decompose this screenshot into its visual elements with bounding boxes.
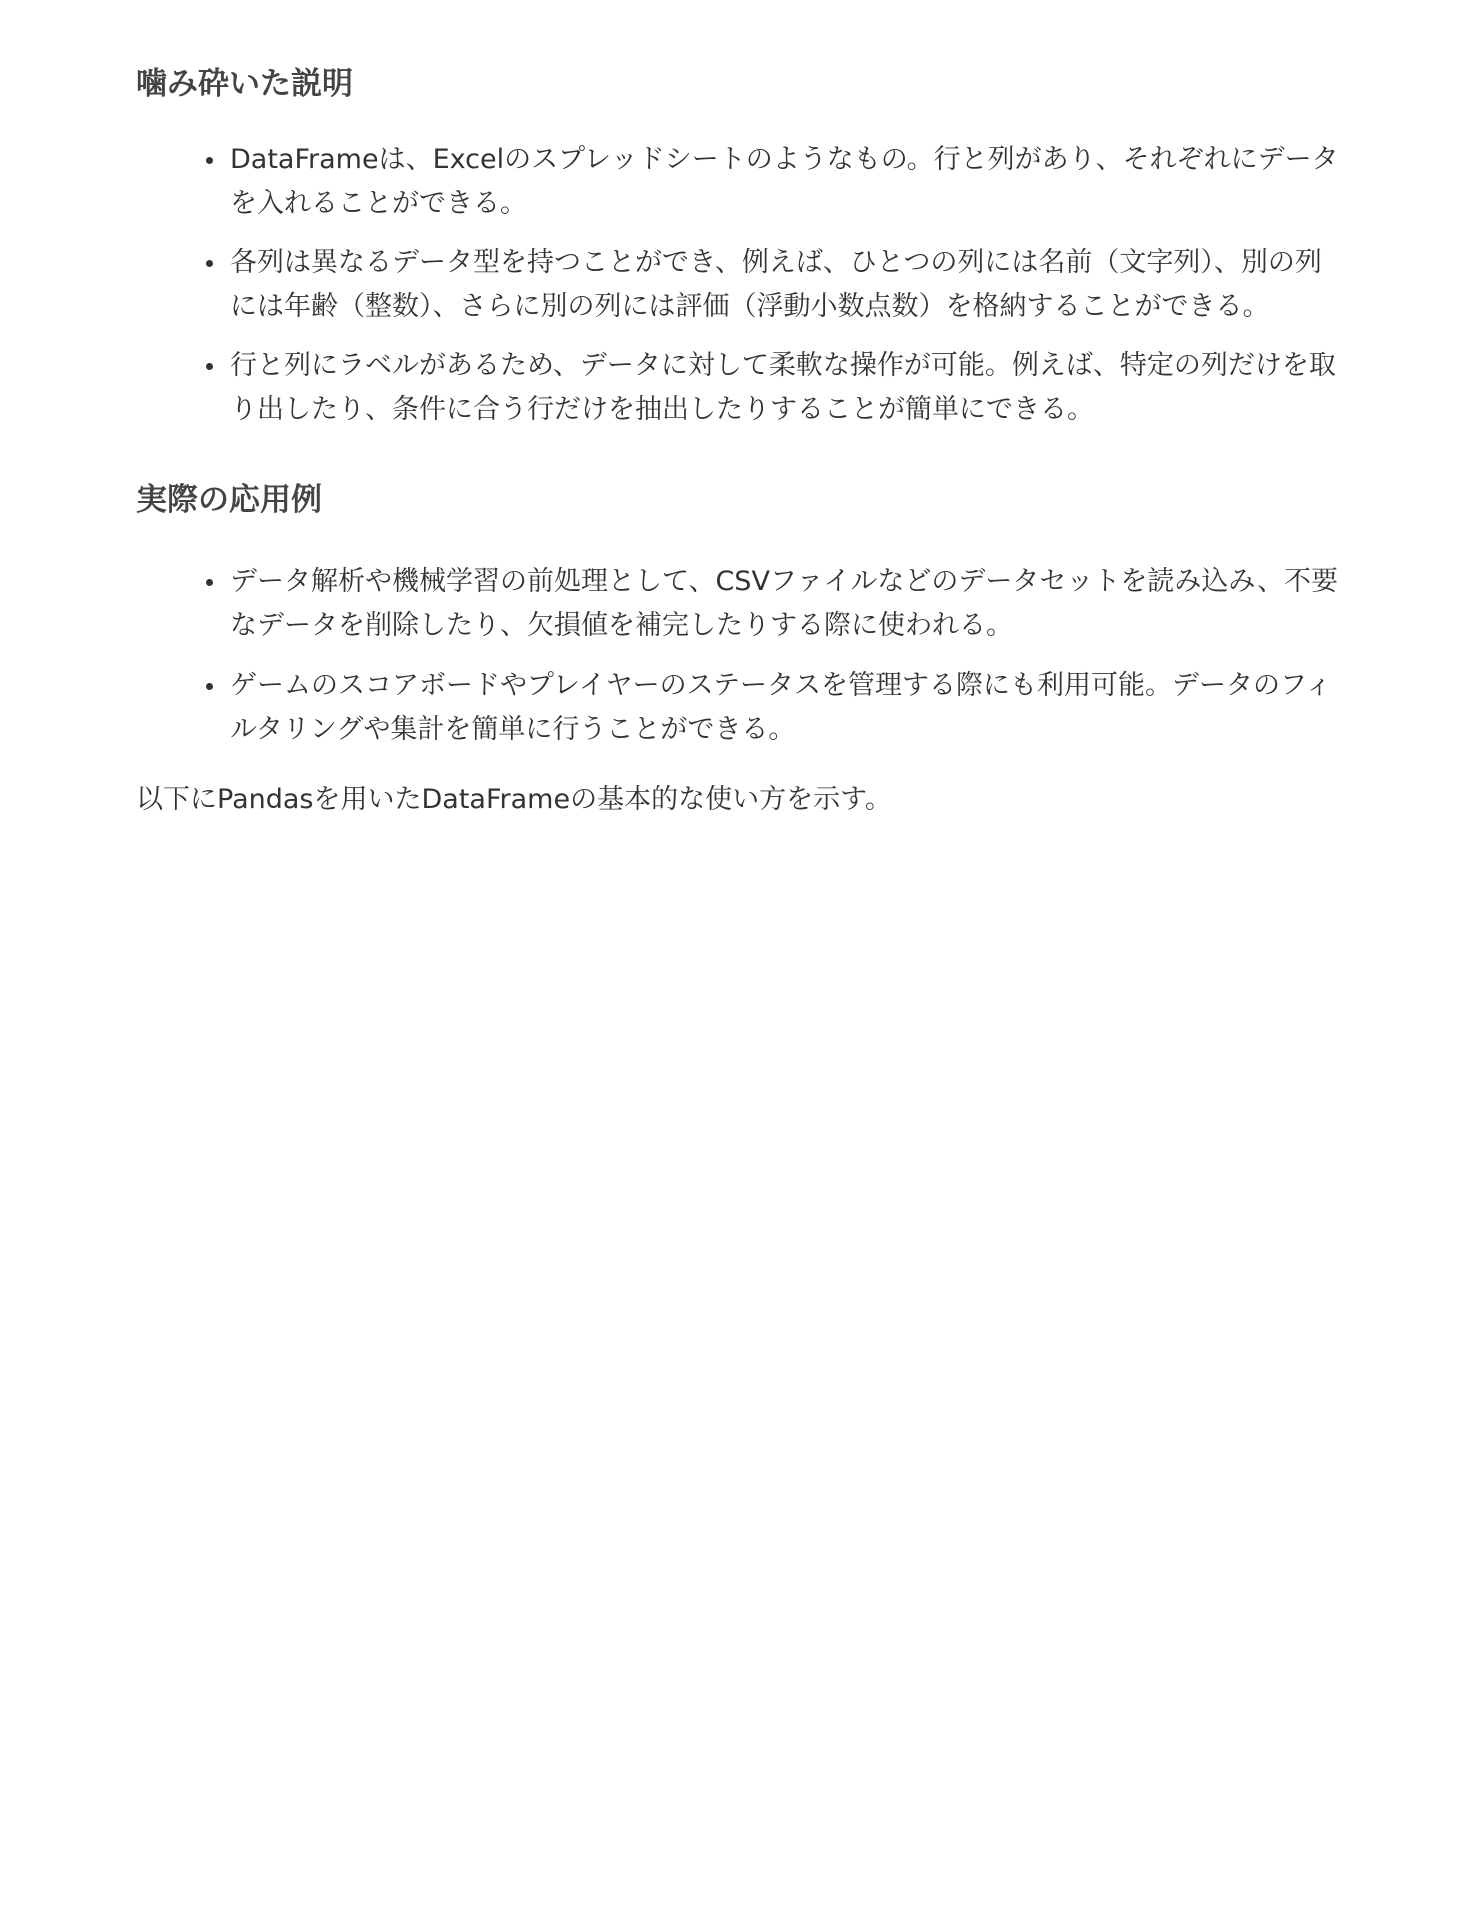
closing-paragraph: 以下にPandasを用いたDataFrameの基本的な使い方を示す。 <box>136 784 892 815</box>
bullet-icon <box>206 157 213 164</box>
section-heading-explanation: 噛み砕いた説明 <box>136 66 353 102</box>
section-heading-applications: 実際の応用例 <box>136 482 322 518</box>
list-item-text: ゲームのスコアボードやプレイヤーのステータスを管理する際にも利用可能。データのフィルタリングや集計を簡単に行うことができる。 <box>230 670 1332 745</box>
list-item <box>136 241 1348 329</box>
list-item-text: データ解析や機械学習の前処理として、CSVファイルなどのデータセットを読み込み、不要なデータを削除したり、欠損値を補完したりする際に使われる。 <box>230 566 1338 641</box>
list-item-text: 各列は異なるデータ型を持つことができ、例えば、ひとつの列には名前（文字列）、別の列には年齢（整数）、さらに別の列には評価（浮動小数点数）を格納することができる。 <box>230 247 1322 322</box>
applications-list <box>136 560 1348 752</box>
bullet-icon <box>206 260 213 267</box>
list-item-text: DataFrameは、Excelのスプレッドシートのようなもの。行と列があり、それぞれにデータを入れることができる。 <box>230 144 1339 219</box>
document-body <box>136 58 1348 822</box>
bullet-icon <box>206 579 213 586</box>
list-item <box>136 664 1348 752</box>
explanation-list <box>136 138 1348 432</box>
list-item-text: 行と列にラベルがあるため、データに対して柔軟な操作が可能。例えば、特定の列だけを取り出したり、条件に合う行だけを抽出したりすることが簡単にできる。 <box>230 350 1336 425</box>
list-item <box>136 560 1348 648</box>
list-item <box>136 138 1348 226</box>
list-item <box>136 344 1348 432</box>
bullet-icon <box>206 363 213 370</box>
bullet-icon <box>206 683 213 690</box>
